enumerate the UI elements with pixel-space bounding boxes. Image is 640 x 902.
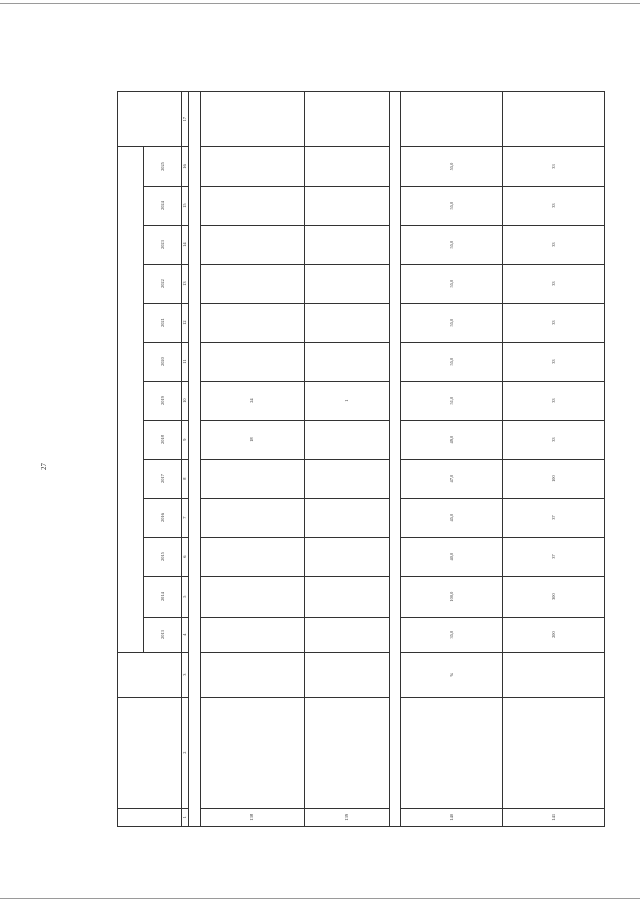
value-cell: 47,0	[401, 459, 503, 498]
column-number: 14	[182, 225, 189, 264]
value-cell	[200, 576, 304, 617]
header-year	[144, 225, 182, 264]
value-cell	[200, 186, 304, 225]
row-number: 138	[200, 808, 304, 826]
responsible-cell	[401, 92, 503, 147]
value-cell	[304, 498, 389, 537]
value-cell	[200, 498, 304, 537]
section-row	[389, 92, 401, 827]
header-year-label: 2021	[159, 318, 165, 327]
column-number: 15	[182, 186, 189, 225]
indicator-table-rotated	[117, 91, 605, 827]
value-cell	[304, 617, 389, 652]
value-cell	[304, 303, 389, 342]
scan-edge-top	[0, 3, 640, 4]
value-cell	[200, 147, 304, 186]
header-values-group	[118, 147, 144, 652]
value-cell	[304, 537, 389, 576]
column-number: 9	[182, 420, 189, 459]
value-cell	[200, 537, 304, 576]
value-cell: 55,0	[401, 147, 503, 186]
value-cell: 18	[200, 420, 304, 459]
value-cell: 45,0	[401, 498, 503, 537]
indicator-name	[503, 697, 605, 808]
column-number: 17	[182, 92, 189, 147]
value-cell: 1	[304, 381, 389, 420]
header-year-label: 2016	[159, 513, 165, 522]
header-year	[144, 420, 182, 459]
header-year	[144, 342, 182, 381]
value-cell	[200, 342, 304, 381]
header-year-label: 2014	[159, 592, 165, 602]
column-number: 3	[182, 652, 189, 697]
table-row	[401, 92, 503, 827]
header-year	[144, 537, 182, 576]
column-number: 6	[182, 537, 189, 576]
unit-cell	[304, 652, 389, 697]
value-cell	[304, 264, 389, 303]
header-year	[144, 147, 182, 186]
header-responsible	[118, 92, 182, 147]
header-year-label: 2013	[159, 630, 165, 639]
page-number: 27	[40, 463, 48, 470]
value-cell: 37	[503, 498, 605, 537]
value-cell	[304, 420, 389, 459]
value-cell: 55,0	[401, 342, 503, 381]
value-cell: 100,0	[401, 576, 503, 617]
value-cell: 33	[503, 381, 605, 420]
column-number-row	[182, 92, 189, 827]
header-name	[118, 697, 182, 808]
row-number: 139	[304, 808, 389, 826]
header-year	[144, 381, 182, 420]
row-number: 141	[503, 808, 605, 826]
value-cell: 33	[503, 303, 605, 342]
column-number: 11	[182, 342, 189, 381]
value-cell	[304, 342, 389, 381]
unit-cell	[503, 652, 605, 697]
responsible-cell	[503, 92, 605, 147]
value-cell	[200, 303, 304, 342]
column-number: 10	[182, 381, 189, 420]
header-year	[144, 498, 182, 537]
column-number: 5	[182, 576, 189, 617]
header-year-label: 2018	[159, 435, 165, 444]
column-number: 1	[182, 808, 189, 826]
value-cell: 24	[200, 381, 304, 420]
header-year	[144, 576, 182, 617]
value-cell: 55,0	[401, 264, 503, 303]
value-cell	[304, 225, 389, 264]
table-row	[304, 92, 389, 827]
responsible-cell	[200, 92, 304, 147]
value-cell: 200	[503, 617, 605, 652]
column-number: 13	[182, 264, 189, 303]
indicator-name	[401, 697, 503, 808]
value-cell	[304, 147, 389, 186]
value-cell: 33	[503, 342, 605, 381]
table-row	[503, 92, 605, 827]
header-year-label: 2019	[159, 396, 165, 405]
column-number: 8	[182, 459, 189, 498]
value-cell	[200, 617, 304, 652]
column-number: 7	[182, 498, 189, 537]
header-year-label: 2020	[159, 357, 165, 366]
header-no	[118, 808, 182, 826]
column-number: 2	[182, 697, 189, 808]
value-cell	[200, 459, 304, 498]
column-number: 16	[182, 147, 189, 186]
value-cell: 37	[503, 537, 605, 576]
value-cell: 300	[503, 576, 605, 617]
unit-cell: %	[401, 652, 503, 697]
value-cell: 33	[503, 225, 605, 264]
value-cell: 51,0	[401, 381, 503, 420]
header-year-label: 2017	[159, 474, 165, 483]
row-number: 140	[401, 808, 503, 826]
header-year	[144, 459, 182, 498]
value-cell: 55,0	[401, 225, 503, 264]
header-year	[144, 617, 182, 652]
header-year	[144, 186, 182, 225]
table-row	[200, 92, 304, 827]
value-cell: 100	[503, 459, 605, 498]
value-cell	[200, 225, 304, 264]
header-year-label: 2022	[159, 279, 165, 288]
header-year-label: 2025	[159, 162, 165, 171]
responsible-cell	[304, 92, 389, 147]
value-cell: 33	[503, 420, 605, 459]
header-year	[144, 303, 182, 342]
value-cell	[304, 576, 389, 617]
header-year	[144, 264, 182, 303]
section-row	[189, 92, 201, 827]
header-year-label: 2023	[159, 240, 165, 249]
value-cell: 33	[503, 186, 605, 225]
section-title	[189, 92, 201, 827]
header-year-label: 2015	[159, 552, 165, 561]
indicator-table	[117, 91, 605, 827]
header-unit	[118, 652, 182, 697]
value-cell: 55,0	[401, 303, 503, 342]
indicator-name	[200, 697, 304, 808]
section-title	[389, 92, 401, 827]
column-number: 12	[182, 303, 189, 342]
column-number: 4	[182, 617, 189, 652]
value-cell	[304, 186, 389, 225]
table-body	[189, 92, 605, 827]
value-cell: 40,0	[401, 537, 503, 576]
value-cell	[200, 264, 304, 303]
header-year-label: 2024	[159, 201, 165, 210]
value-cell: 55,0	[401, 186, 503, 225]
unit-cell	[200, 652, 304, 697]
value-cell: 35,0	[401, 617, 503, 652]
value-cell: 33	[503, 147, 605, 186]
value-cell: 33	[503, 264, 605, 303]
indicator-name	[304, 697, 389, 808]
value-cell: 49,0	[401, 420, 503, 459]
value-cell	[304, 459, 389, 498]
scan-edge-bottom	[0, 898, 640, 899]
